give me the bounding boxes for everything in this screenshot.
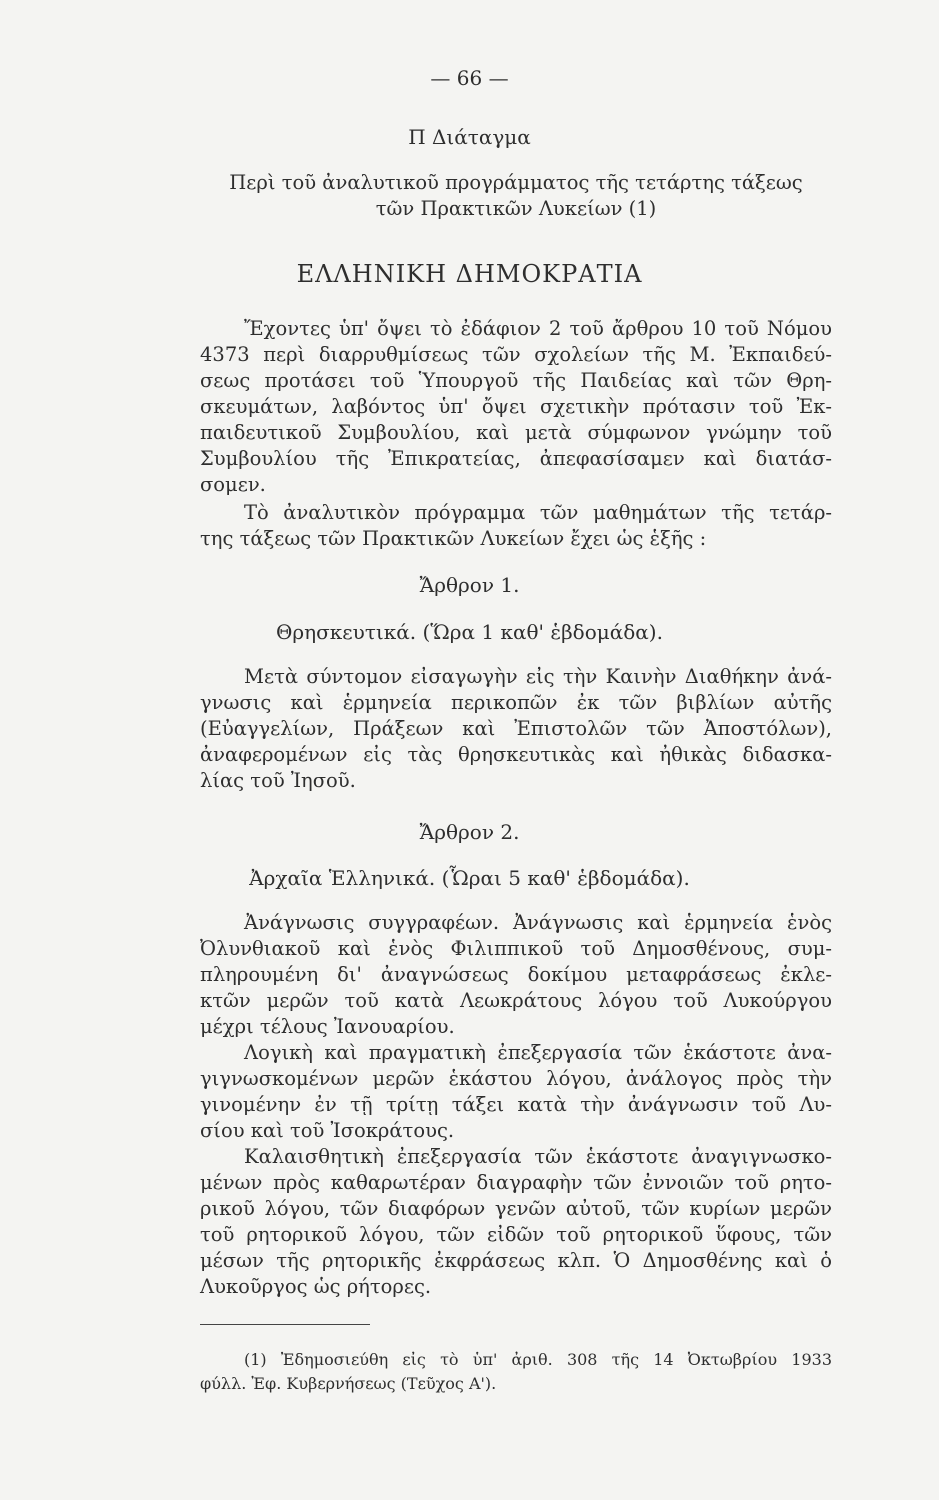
- preamble-line: παιδευτικοῦ Συμβουλίου, καὶ μετὰ σύμφωνον γνώμην τοῦ: [200, 421, 832, 444]
- article-1-paragraph: [200, 664, 832, 794]
- article-2-line: ρικοῦ λόγου, τῶν διαφόρων γενῶν αὐτοῦ, τῶν κυρίων μερῶν: [200, 1197, 832, 1220]
- article-2-line: Ὀλυνθιακοῦ καὶ ἑνὸς Φιλιππικοῦ τοῦ Δημοσθένους, συμ-: [200, 937, 832, 960]
- article-1-line: λίας τοῦ Ἰησοῦ.: [200, 769, 356, 792]
- article-2-line: μένων πρὸς καθαρωτέραν διαγραφὴν τῶν ἐννοιῶν τοῦ ρητο-: [200, 1171, 832, 1194]
- page-number: — 66 —: [430, 66, 509, 90]
- intro-line: της τάξεως τῶν Πρακτικῶν Λυκείων ἔχει ὡς ἑξῆς :: [200, 527, 707, 550]
- subject-line: Περὶ τοῦ ἀναλυτικοῦ προγράμματος τῆς τετάρτης τάξεως: [229, 171, 803, 194]
- article-2-title: Ἄρθρον 2.: [419, 820, 520, 844]
- decree-subject: [200, 170, 832, 222]
- article-1-title: Ἄρθρον 1.: [419, 573, 520, 597]
- preamble-paragraph: [200, 316, 832, 498]
- preamble-line: 4373 περὶ διαρρυθμίσεως τῶν σχολείων τῆς Μ. Ἐκπαιδεύ-: [200, 343, 832, 366]
- article-2-line: γιγνωσκομένων μερῶν ἑκάστου λόγου, ἀνάλογος πρὸς τὴν: [200, 1067, 832, 1090]
- intro-line: Τὸ ἀναλυτικὸν πρόγραμμα τῶν μαθημάτων τῆς τετάρ-: [244, 501, 832, 524]
- article-2-line: Καλαισθητικὴ ἐπεξεργασία τῶν ἑκάστοτε ἀναγιγνωσκο-: [244, 1145, 832, 1168]
- article-2-line: Λυκοῦργος ὡς ρήτορες.: [200, 1275, 432, 1298]
- article-2-paragraph-2: [200, 1040, 832, 1144]
- article-2-line: Ἀνάγνωσις συγγραφέων. Ἀνάγνωσις καὶ ἑρμηνεία ἑνὸς: [244, 911, 832, 934]
- article-2-line: μέσων τῆς ρητορικῆς ἐκφράσεως κλπ. Ὁ Δημοσθένης καὶ ὁ: [200, 1249, 832, 1272]
- article-2-line: γινομένην ἐν τῇ τρίτῃ τάξει κατὰ τὴν ἀνάγνωσιν τοῦ Λυ-: [200, 1093, 832, 1116]
- article-1-line: (Εὐαγγελίων, Πράξεων καὶ Ἐπιστολῶν τῶν Ἀποστόλων),: [200, 717, 832, 740]
- preamble-line: σεως προτάσει τοῦ Ὑπουργοῦ τῆς Παιδείας καὶ τῶν Θρη-: [200, 369, 832, 392]
- footnote-line: (1) Ἐδημοσιεύθη εἰς τὸ ὑπ' ἀριθ. 308 τῆς 14 Ὀκτωβρίου 1933: [244, 1350, 832, 1369]
- article-2-line: μέχρι τέλους Ἰανουαρίου.: [200, 1015, 455, 1038]
- decree-label: Π Διάταγμα: [408, 125, 531, 149]
- article-2-subtitle: Ἀρχαῖα Ἑλληνικά. (Ὧραι 5 καθ' ἑβδομάδα).: [249, 866, 690, 890]
- footnote-line: φύλλ. Ἐφ. Κυβερνήσεως (Τεῦχος Α').: [200, 1374, 497, 1393]
- preamble-line: σκευμάτων, λαβόντος ὑπ' ὄψει σχετικὴν πρότασιν τοῦ Ἐκ-: [200, 395, 832, 418]
- footnote-divider: [200, 1324, 370, 1325]
- article-1-line: ἀναφερομένων εἰς τὰς θρησκευτικὰς καὶ ἠθικὰς διδασκα-: [200, 743, 832, 766]
- article-2-paragraph-1: [200, 910, 832, 1040]
- intro-paragraph: [200, 500, 832, 552]
- footnote: [200, 1348, 832, 1396]
- article-1-subtitle: Θρησκευτικά. (Ὥρα 1 καθ' ἑβδομάδα).: [276, 620, 663, 644]
- article-2-line: πληρουμένη δι' ἀναγνώσεως δοκίμου μεταφράσεως ἐκλε-: [200, 963, 832, 986]
- article-2-line: σίου καὶ τοῦ Ἰσοκράτους.: [200, 1119, 455, 1142]
- article-2-line: κτῶν μερῶν τοῦ κατὰ Λεωκράτους λόγου τοῦ Λυκούργου: [200, 989, 832, 1012]
- article-1-line: Μετὰ σύντομον εἰσαγωγὴν εἰς τὴν Καινὴν Διαθήκην ἀνά-: [244, 665, 832, 688]
- preamble-line: Ἔχοντες ὑπ' ὄψει τὸ ἐδάφιον 2 τοῦ ἄρθρου 10 τοῦ Νόμου: [244, 317, 832, 340]
- article-2-paragraph-3: [200, 1144, 832, 1300]
- preamble-line: Συμβουλίου τῆς Ἐπικρατείας, ἀπεφασίσαμεν καὶ διατάσ-: [200, 447, 832, 470]
- article-2-line: τοῦ ρητορικοῦ λόγου, τῶν εἰδῶν τοῦ ρητορικοῦ ὕφους, τῶν: [200, 1223, 832, 1246]
- subject-line: τῶν Πρακτικῶν Λυκείων (1): [375, 197, 657, 220]
- republic-title: ΕΛΛΗΝΙΚΗ ΔΗΜΟΚΡΑΤΙΑ: [296, 260, 643, 288]
- article-1-line: γνωσις καὶ ἑρμηνεία περικοπῶν ἐκ τῶν βιβλίων αὐτῆς: [200, 691, 832, 714]
- article-2-line: Λογικὴ καὶ πραγματικὴ ἐπεξεργασία τῶν ἑκάστοτε ἀνα-: [244, 1041, 832, 1064]
- preamble-line: σομεν.: [200, 473, 266, 496]
